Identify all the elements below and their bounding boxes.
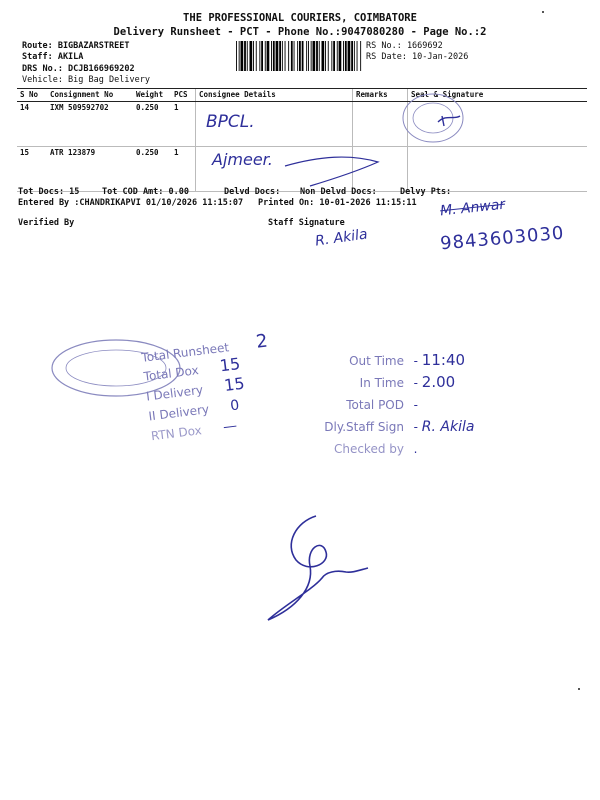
barcode-bar (299, 41, 301, 71)
barcode-bar (331, 41, 332, 71)
barcode-bar (247, 41, 248, 71)
vehicle-text: Vehicle: Big Bag Delivery (22, 75, 150, 85)
barcode-bar (345, 41, 347, 71)
barcode-bar (261, 41, 263, 71)
barcode-bar (357, 41, 358, 71)
barcode-bar (285, 41, 286, 71)
col-sno: S No (17, 89, 47, 102)
printed-on: Printed On: 10-01-2026 11:15:11 (258, 198, 417, 208)
barcode-bar (267, 41, 270, 71)
summary-stamp-left (140, 330, 279, 445)
barcode-bar (297, 41, 298, 71)
signature-stroke-row2 (280, 148, 390, 188)
table-header-row (17, 89, 587, 102)
verified-by-label: Verified By (18, 218, 75, 228)
rtn-dox-label: RTN Dox (150, 423, 203, 444)
barcode-bar (308, 41, 309, 71)
checked-by-row: Checked by . (312, 438, 474, 460)
barcode-bar (322, 41, 325, 71)
speck (542, 11, 544, 13)
total-dox-value: 15 (218, 354, 242, 376)
barcode-bar (241, 41, 244, 71)
barcode-bar (339, 41, 342, 71)
barcode-bar (288, 41, 289, 71)
barcode-bar (253, 41, 254, 71)
in-time-row: In Time - 2.00 (312, 372, 474, 394)
in-time-label: In Time (359, 376, 404, 390)
total-runsheet-label: Total Runsheet (140, 340, 230, 365)
checked-by-label: Checked by (333, 442, 404, 456)
barcode-bar (276, 41, 279, 71)
row-consignment: IXM 509592702 (47, 102, 133, 147)
barcode-bar (316, 41, 318, 71)
large-signature (256, 508, 376, 628)
runsheet-title: Delivery Runsheet - PCT - Phone No.:9047080280 - Page No.:2 (113, 26, 487, 38)
dly-staff-sign-value: R. Akila (421, 419, 475, 435)
route-text: Route: BIGBAZARSTREET (22, 41, 130, 51)
row-pcs: 1 (171, 102, 196, 147)
company-seal-stamp (398, 92, 468, 144)
total-dox-label: Total Dox (142, 363, 200, 384)
staff-signature-handwriting: R. Akila (314, 226, 369, 250)
barcode-bar (250, 41, 253, 71)
summary-stamp-right (312, 350, 474, 460)
table-row (17, 102, 587, 147)
barcode-bar (337, 41, 338, 71)
receiver-name-handwriting: M. Anwar (439, 196, 506, 220)
tot-cod-amt: Tot COD Amt: 0.00 (102, 187, 189, 197)
non-delvd-docs: Non Delvd Docs: (300, 187, 377, 197)
out-time-label: Out Time (349, 354, 404, 368)
total-pod-row: Total POD - (312, 394, 474, 416)
tot-docs: Tot Docs: 15 (18, 187, 80, 197)
col-consignment: Consignment No (47, 89, 133, 102)
row-sno: 15 (17, 147, 47, 192)
entered-by: Entered By :CHANDRIKAPVI 01/10/2026 11:15:07 (18, 198, 244, 208)
barcode-bar (256, 41, 257, 71)
ii-delivery-value: 0 (229, 397, 241, 415)
barcode-bar (348, 41, 351, 71)
barcode-bar (313, 41, 316, 71)
barcode-image (236, 41, 362, 71)
row-sno: 14 (17, 102, 47, 147)
staff-signature-label: Staff Signature (268, 218, 345, 228)
dly-staff-sign-row: Dly.Staff Sign - R. Akila (312, 416, 474, 438)
out-time-value: 11:40 (421, 351, 466, 369)
barcode-bar (333, 41, 335, 71)
barcode-bar (325, 41, 326, 71)
delvy-pts: Delvy Pts: (400, 187, 452, 197)
barcode-bar (354, 41, 355, 71)
total-pod-label: Total POD (346, 398, 404, 412)
row-consignment: ATR 123879 (47, 147, 133, 192)
drs-number: DRS No.: DCJB166969202 (22, 64, 135, 74)
barcode-bar (236, 41, 237, 71)
row-weight: 0.250 (133, 147, 171, 192)
speck (578, 688, 580, 690)
ii-delivery-label: II Delivery (147, 402, 210, 424)
total-runsheet-value: 2 (254, 330, 269, 353)
barcode-bar (306, 41, 307, 71)
barcode-bar (311, 41, 312, 71)
barcode-bar (351, 41, 353, 71)
in-time-value: 2.00 (421, 373, 456, 391)
col-weight: Weight (133, 89, 171, 102)
barcode-bar (273, 41, 275, 71)
row-pcs: 1 (171, 147, 196, 192)
barcode-bar (239, 41, 240, 71)
phone-handwriting: 9843603030 (439, 222, 566, 255)
staff-text: Staff: AKILA (22, 52, 84, 62)
barcode-bar (294, 41, 295, 71)
row-seal (408, 147, 588, 192)
barcode-bar (271, 41, 272, 71)
row-weight: 0.250 (133, 102, 171, 147)
barcode-bar (302, 41, 304, 71)
barcode-bar (244, 41, 246, 71)
barcode-bar (328, 41, 329, 71)
dly-staff-sign-label: Dly.Staff Sign (324, 420, 404, 434)
rtn-dox-value: — (222, 417, 238, 436)
col-seal: Seal & Signature (408, 89, 588, 102)
barcode-bar (259, 41, 260, 71)
barcode-bar (360, 41, 361, 71)
rs-number: RS No.: 1669692 (366, 41, 443, 51)
barcode-bar (319, 41, 320, 71)
delvd-docs: Delvd Docs: (224, 187, 281, 197)
col-pcs: PCS (171, 89, 196, 102)
col-remarks: Remarks (353, 89, 408, 102)
company-title: THE PROFESSIONAL COURIERS, COIMBATORE (183, 12, 417, 24)
barcode-bar (265, 41, 266, 71)
col-consignee: Consignee Details (196, 89, 353, 102)
rs-date: RS Date: 10-Jan-2026 (366, 52, 469, 62)
out-time-row: Out Time - 11:40 (312, 350, 474, 372)
barcode-bar (291, 41, 293, 71)
i-delivery-value: 15 (223, 373, 246, 395)
i-delivery-label: I Delivery (145, 382, 204, 404)
consignee-handwriting-1: BPCL. (206, 112, 255, 132)
consignee-handwriting-2: Ajmeer. (212, 150, 273, 169)
barcode-bar (343, 41, 344, 71)
barcode-bar (282, 41, 283, 71)
barcode-bar (279, 41, 281, 71)
